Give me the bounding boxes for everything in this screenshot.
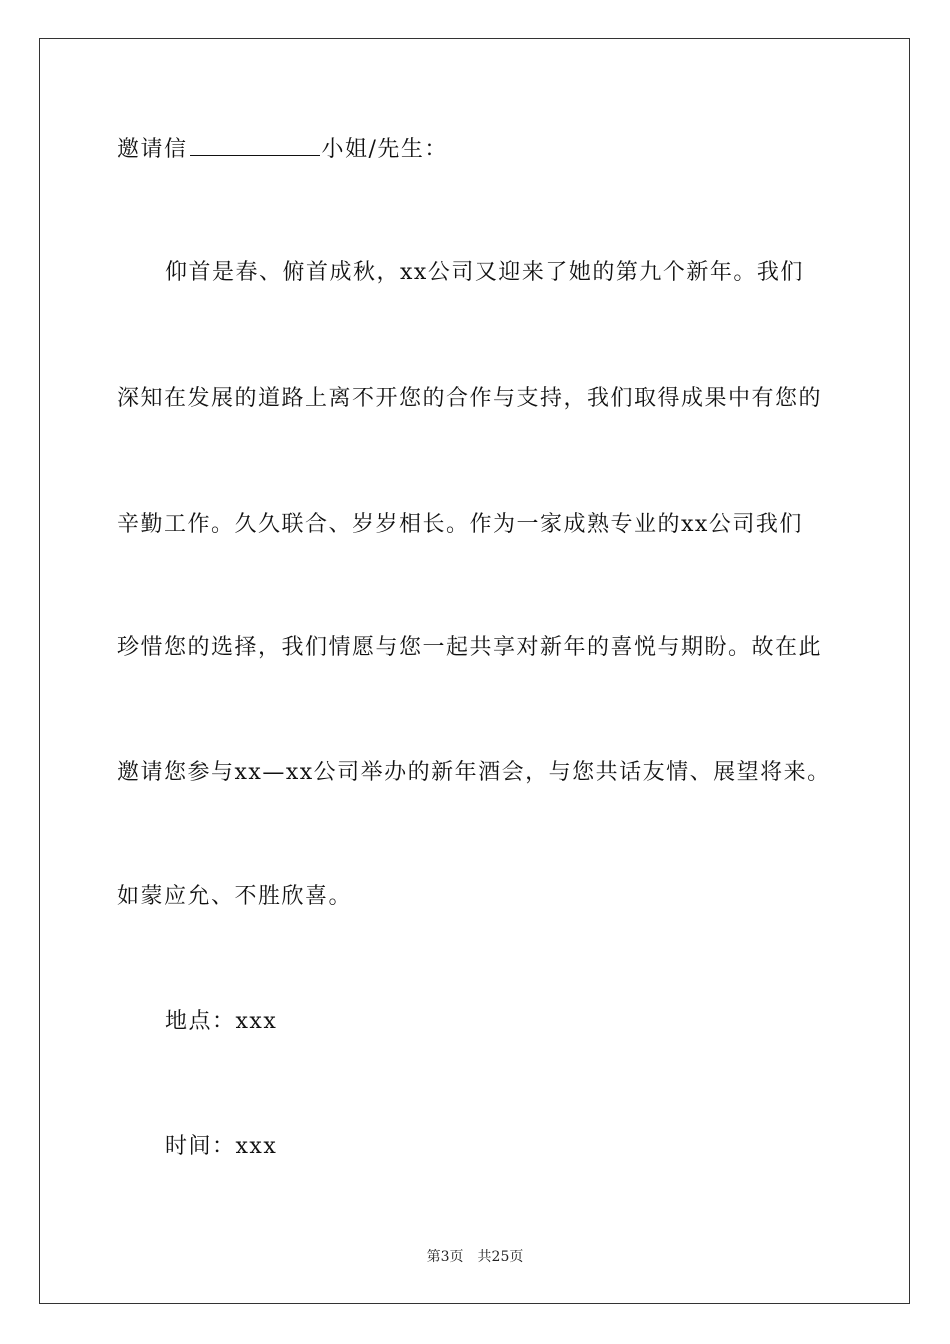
salutation-prefix: 邀请信	[117, 137, 188, 162]
body-line: 深知在发展的道路上离不开您的合作与支持，我们取得成果中有您的	[117, 386, 823, 411]
time-line: 时间：xxx	[165, 1134, 278, 1159]
page-total: 共25页	[477, 1249, 524, 1265]
page-footer	[0, 1247, 950, 1267]
salutation-suffix: 小姐/先生：	[321, 137, 448, 162]
body-line: 辛勤工作。久久联合、岁岁相长。作为一家成熟专业的xx公司我们	[117, 512, 803, 537]
body-line: 邀请您参与xx—xx公司举办的新年酒会，与您共话友情、展望将来。	[117, 760, 831, 785]
page-frame	[39, 38, 910, 1304]
name-blank	[190, 135, 320, 156]
salutation	[117, 135, 448, 165]
page-number: 第3页	[426, 1249, 464, 1265]
body-line: 仰首是春、俯首成秋，xx公司又迎来了她的第九个新年。我们	[165, 260, 804, 285]
body-line: 珍惜您的选择，我们情愿与您一起共享对新年的喜悦与期盼。故在此	[117, 635, 823, 660]
location-line: 地点：xxx	[165, 1009, 278, 1034]
body-line: 如蒙应允、不胜欣喜。	[117, 884, 353, 909]
